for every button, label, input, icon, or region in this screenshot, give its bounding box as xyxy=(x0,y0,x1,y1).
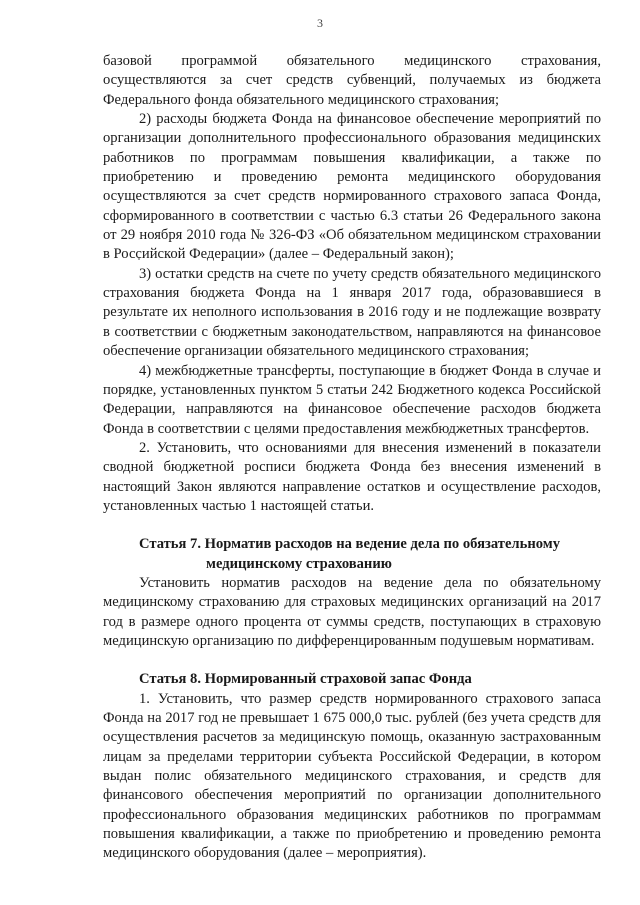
paragraph-point-2-grounds: 2. Установить, что основаниями для внесения изменений в показатели сводной бюджетной росписи бюджета Фонда без внесения изменений в настоящий Закон являются направление остатков и осуществление расходов, установленных частью 1 настоящей статьи. xyxy=(103,439,601,514)
page-number: 3 xyxy=(317,16,323,30)
paragraph-item-4-transfers: 4) межбюджетные трансферты, поступающие в бюджет Фонда в случае и порядке, установленных пунктом 5 статьи 242 Бюджетного кодекса Российской Федерации, направляются на финансовое обеспечение расходов бюджета Фонда в соответствии с целями предоставления межбюджетных трансфертов. xyxy=(103,362,601,437)
document-body xyxy=(103,52,601,864)
article-7-heading xyxy=(103,535,601,574)
article-7-heading-line1: Статья 7. Норматив расходов на ведение дела по обязательному xyxy=(139,536,561,553)
article-7-heading-line2: медицинскому страхованию xyxy=(206,555,392,572)
paragraph-item-3-balances: 3) остатки средств на счете по учету средств обязательного медицинского страхования бюджета Фонда на 1 января 2017 года, образовавшиеся в результате их неполного использования в 2016 году и не подлежащие возврату в соответствии с бюджетным законодательством, направляются на финансовое обеспечение организации обязательного медицинского страхования; xyxy=(103,265,601,360)
article-8-heading: Статья 8. Нормированный страховой запас Фонда xyxy=(139,671,472,688)
paragraph-basic-program-continued: базовой программой обязательного медицинского страхования, осуществляются за счет средств субвенций, получаемых из бюджета Федерального фонда обязательного медицинского страхования; xyxy=(103,53,601,108)
article-8-text: 1. Установить, что размер средств нормированного страхового запаса Фонда на 2017 год не превышает 1 675 000,0 тыс. рублей (без учета средств для осуществления расчетов за медицинскую помощь, оказанную застрахованным лицам за пределами территории субъекта Российской Федерации, в котором выдан полис обязательного медицинского страхования, и средств для финансового обеспечения мероприятий по организации дополнительного профессионального образования медицинских работников по программам повышения квалификации, а также по приобретению и проведению ремонта медицинского оборудования (далее – мероприятия). xyxy=(103,690,601,862)
article-7-text: Установить норматив расходов на ведение дела по обязательному медицинскому страхованию для страховых медицинских организаций на 2017 год в размере одного процента от суммы средств, поступающих в страховую медицинскую организацию по дифференцированным подушевым нормативам. xyxy=(103,574,601,649)
paragraph-item-2-expenses: 2) расходы бюджета Фонда на финансовое обеспечение мероприятий по организации дополнительного профессионального образования медицинских работников по программам повышения квалификации, а также по приобретению и проведению ремонта медицинского оборудования осуществляются за счет средств нормированного страхового запаса Фонда, сформированного в соответствии с частью 6.3 статьи 26 Федерального закона от 29 ноября 2010 года № 326-ФЗ «Об обязательном медицинском страховании в Российской Федерации» (далее – Федеральный закон); xyxy=(103,111,601,263)
